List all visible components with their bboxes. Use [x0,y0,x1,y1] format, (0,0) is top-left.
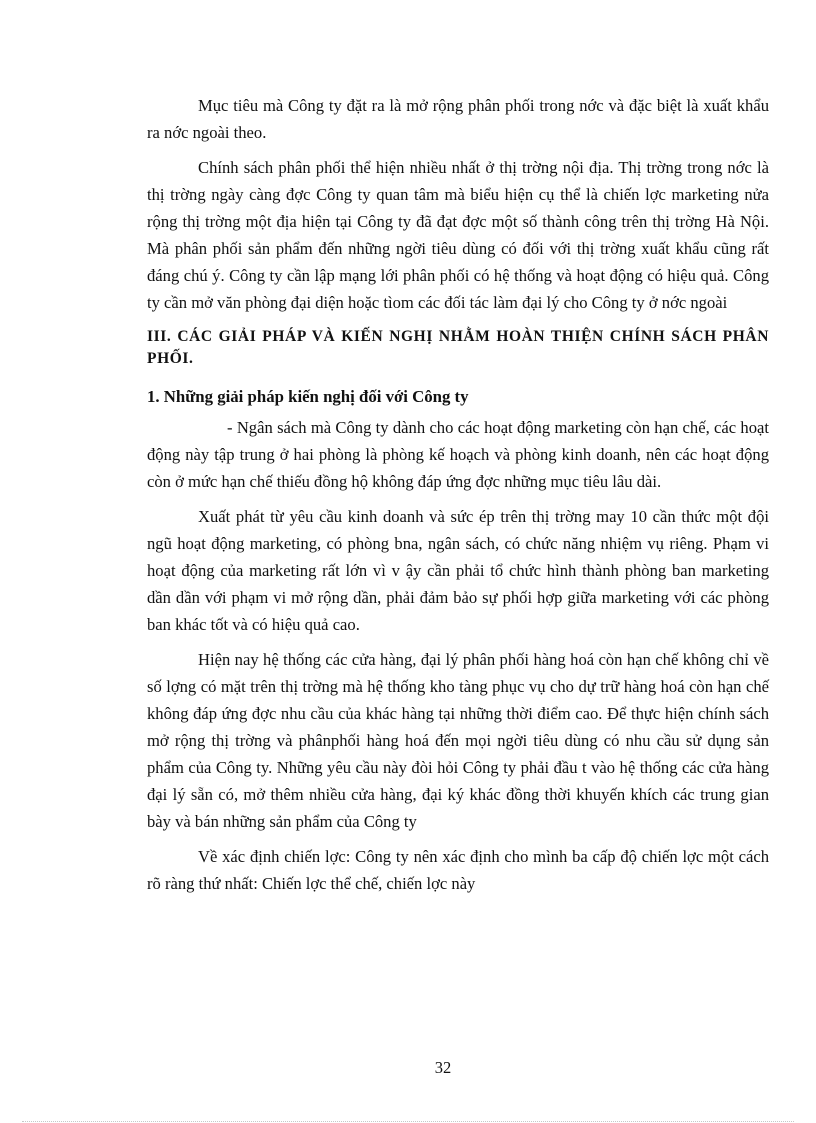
paragraph-store-system: Hiện nay hệ thống các cửa hàng, đại lý phân phối hàng hoá còn hạn chế không chỉ về số lợng có mặt trên thị trờng mà hệ thống kho tàng phục vụ cho dự trữ hàng hoá còn hạn chế không đáp ứng đợc nhu cầu của khác hàng tại những thời điểm cao. Để thực hiện chính sách mở rộng thị trờng và phânphối hàng hoá đến mọi ngời tiêu dùng có nhu cầu sử dụng sản phẩm của Công ty. Những yêu cầu này đòi hỏi Công ty phải đầu t vào hệ thống các cửa hàng đại lý sẵn có, mở thêm nhiều cửa hàng, đại ký khác đồng thời khuyến khích các trung gian bày và bán những sản phẩm của Công ty [147,650,769,831]
paragraph-marketing-department: Xuất phát từ yêu cầu kinh doanh và sức ép trên thị trờng may 10 cần thức một đội ngũ hoạt động marketing, có phòng bna, ngân sách, có chức năng nhiệm vụ riêng. Phạm vi hoạt động của marketing rất lớn vì v ậy cần phải tổ chức hình thành phòng ban marketing dần dần với phạm vi mở rộng dần, phải đảm bảo sự phối hợp giữa marketing với các phòng ban khác tốt và có hiệu quả cao. [147,507,769,634]
document-page [147,92,769,905]
footer-divider [22,1121,794,1122]
subsection-heading: 1. Những giải pháp kiến nghị đối với Công ty [147,387,469,406]
section-heading: III. CÁC GIẢI PHÁP VÀ KIẾN NGHỊ NHẰM HOÀN THIỆN CHÍNH SÁCH PHÂN PHỐI. [147,328,769,367]
paragraph-budget: - Ngân sách mà Công ty dành cho các hoạt động marketing còn hạn chế, các hoạt động này tập trung ở hai phòng là phòng kế hoạch và phòng kinh doanh, nên các hoạt động còn ở mức hạn chế thiếu đồng hộ không đáp ứng đợc những mục tiêu lâu dài. [147,418,769,491]
page-number: 32 [434,1058,452,1077]
paragraph-distribution-policy: Chính sách phân phối thể hiện nhiều nhất ở thị trờng nội địa. Thị trờng trong nớc là thị trờng ngày càng đợc Công ty quan tâm mà biểu hiện cụ thể là chiến lợc marketing nửa rộng thị trờng một địa hiện tại Công ty đã đạt đợc một số thành công trên thị trờng Hà Nội. Mà phân phối sản phẩm đến những ngời tiêu dùng có đối với thị trờng xuất khẩu cũng rất đáng chú ý. Công ty cần lập mạng lới phân phối có hệ thống và hoạt động có hiệu quả. Công ty cần mở văn phòng đại diện hoặc tìom các đối tác làm đại lý cho Công ty ở nớc ngoài [147,158,769,312]
paragraph-strategy: Về xác định chiến lợc: Công ty nên xác định cho mình ba cấp độ chiến lợc một cách rõ ràng thứ nhất: Chiến lợc thể chế, chiến lợc này [147,847,769,893]
paragraph-objective: Mục tiêu mà Công ty đặt ra là mở rộng phân phối trong nớc và đặc biệt là xuất khẩu ra nớc ngoài theo. [147,96,769,142]
